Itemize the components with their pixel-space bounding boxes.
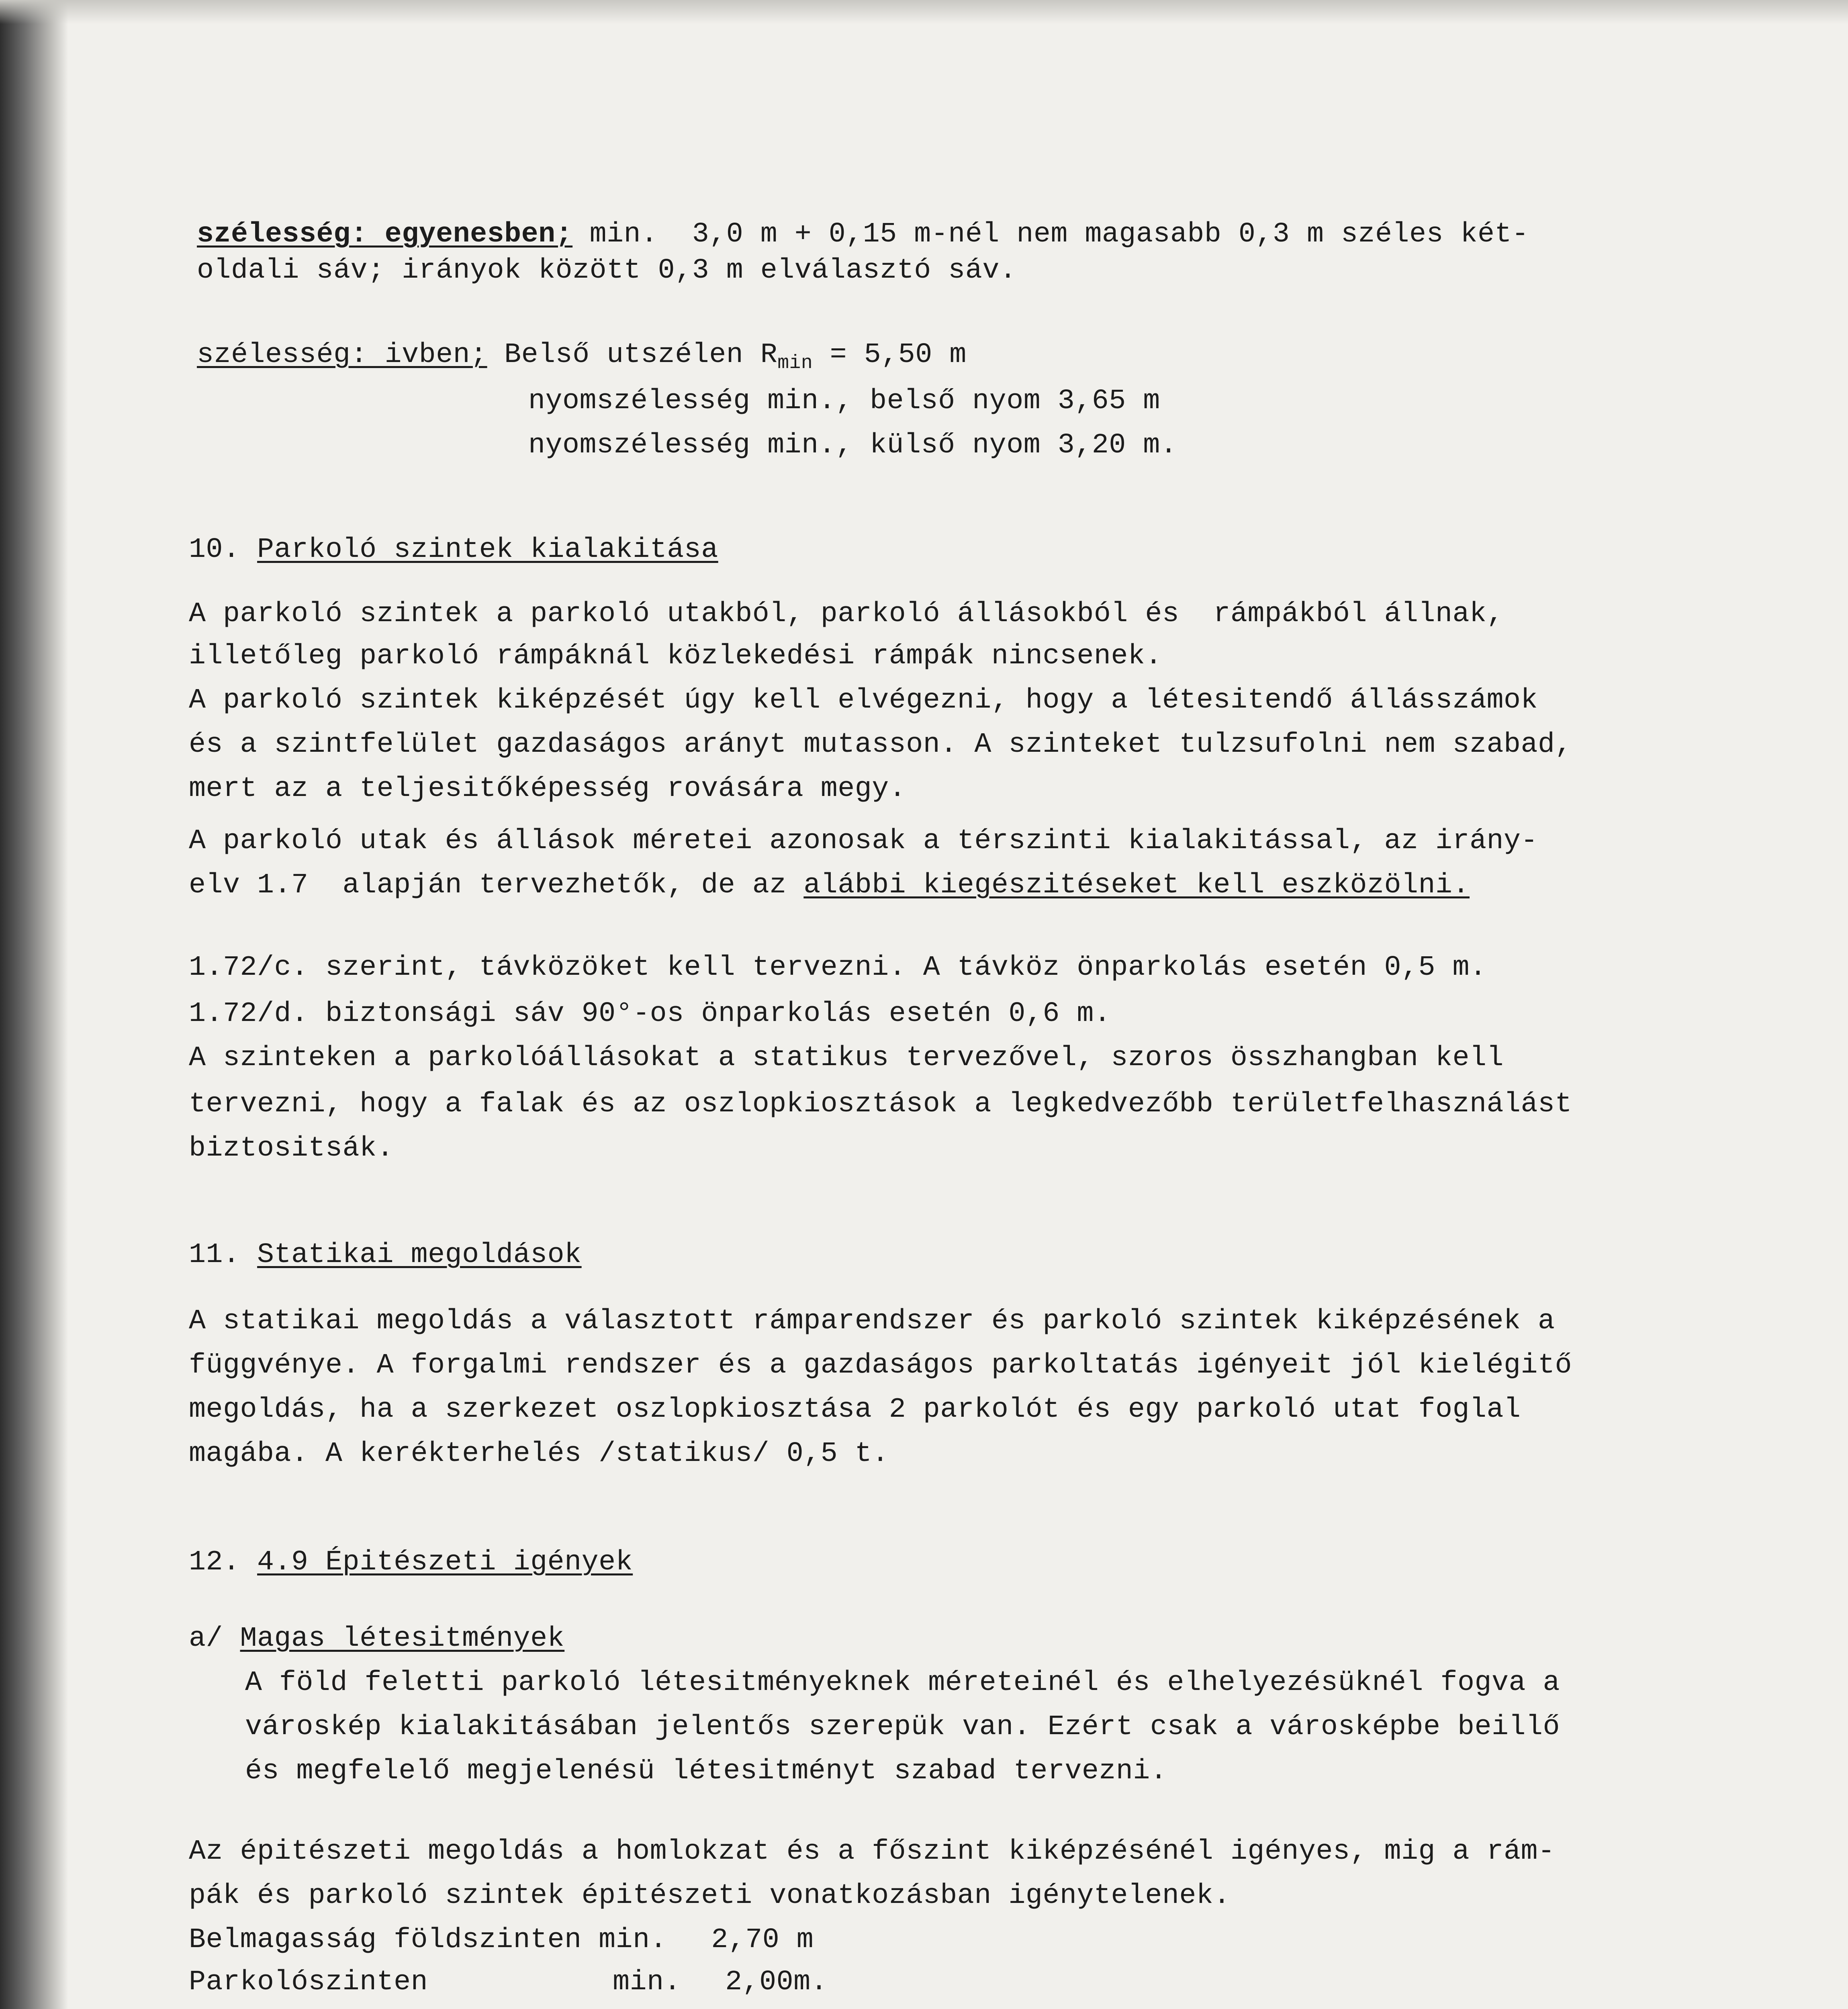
section-10-line: A parkoló szintek a parkoló utakból, parkoló állásokból és rámpákból állnak,	[189, 598, 1504, 630]
section-12-sub-line: A föld feletti parkoló létesitményeknek méreteinél és elhelyezésüknél fogva a	[245, 1667, 1560, 1699]
spec-curve-text-a: Belső utszélen R	[487, 339, 778, 371]
height-ground-value: 2,70 m	[711, 1924, 814, 1956]
section-10-line: mert az a teljesitőképesség rovására megy.	[189, 773, 906, 805]
section-11-number: 11.	[189, 1239, 258, 1271]
height-ground-label: Belmagasság földszinten min.	[189, 1924, 667, 1956]
section-10-number: 10.	[189, 534, 258, 566]
section-11-line: megoldás, ha a szerkezet oszlopkiosztása 2 parkolót és egy parkoló utat foglal	[189, 1394, 1521, 1426]
height-row-parking	[189, 1965, 828, 2000]
section-11-heading	[189, 1238, 582, 1273]
section-10-line: illetőleg parkoló rámpáknál közlekedési rámpák nincsenek.	[189, 640, 1162, 672]
section-11-title: Statikai megoldások	[257, 1239, 582, 1271]
section-12-subheading	[189, 1621, 564, 1657]
scan-shadow-top	[0, 0, 1848, 24]
section-10-line: biztositsák.	[189, 1133, 394, 1164]
section-10-line: és a szintfelület gazdaságos arányt mutasson. A szinteket tulzsufolni nem szabad,	[189, 729, 1572, 761]
section-12-heading	[189, 1545, 633, 1580]
section-10-line: 1.72/c. szerint, távközöket kell tervezni. A távköz önparkolás esetén 0,5 m.	[189, 952, 1487, 984]
section-10-heading	[189, 532, 718, 568]
section-12-paragraph-line: pák és parkoló szintek épitészeti vonatkozásban igénytelenek.	[189, 1880, 1231, 1912]
section-12-sub-prefix: a/	[189, 1623, 240, 1655]
section-10-line: tervezni, hogy a falak és az oszlopkiosztások a legkedvezőbb területfelhasználást	[189, 1088, 1572, 1120]
spec-curve-text-b: = 5,50 m	[813, 339, 967, 371]
section-12-sub-line: városkép kialakitásában jelentős szerepük van. Ezért csak a városképbe beillő	[245, 1711, 1560, 1743]
section-10-line: A parkoló utak és állások méretei azonosak a térszinti kialakitással, az irány-	[189, 825, 1538, 857]
spec-curve-label: szélesség: ivben;	[197, 339, 487, 371]
spec-curve-sub: min	[777, 352, 813, 374]
spec-straight-text: min. 3,0 m + 0,15 m-nél nem magasabb 0,3 m széles két-	[572, 219, 1529, 250]
height-row-ground	[189, 1923, 814, 1958]
spec-straight-line-1	[197, 217, 1529, 252]
section-11-line: magába. A kerékterhelés /statikus/ 0,5 t.	[189, 1438, 889, 1470]
spec-curve-line-1	[197, 338, 967, 381]
height-parking-value: 2,00m.	[725, 1966, 828, 1998]
spec-straight-line-2: oldali sáv; irányok között 0,3 m elválasztó sáv.	[197, 255, 1017, 286]
section-10-line: A szinteken a parkolóállásokat a statikus tervezővel, szoros összhangban kell	[189, 1042, 1504, 1074]
section-12-title: 4.9 Épitészeti igények	[257, 1547, 633, 1578]
section-10-last-text: elv 1.7 alapján tervezhetők, de az	[189, 869, 804, 901]
section-12-sub-title: Magas létesitmények	[240, 1623, 565, 1655]
section-12-number: 12.	[189, 1547, 258, 1578]
spec-curve-line-3: nyomszélesség min., külső nyom 3,20 m.	[528, 430, 1177, 461]
height-parking-min: min.	[613, 1966, 681, 1998]
section-10-line-last	[189, 868, 1470, 903]
height-parking-label: Parkolószinten	[189, 1966, 428, 1998]
spec-curve-line-2: nyomszélesség min., belső nyom 3,65 m	[528, 385, 1160, 417]
scan-shadow-edge	[0, 0, 68, 2009]
section-12-sub-line: és megfelelő megjelenésü létesitményt szabad tervezni.	[245, 1755, 1167, 1787]
spec-straight-label: szélesség: egyenesben;	[197, 219, 573, 250]
section-11-line: függvénye. A forgalmi rendszer és a gazdaságos parkoltatás igényeit jól kielégitő	[189, 1350, 1572, 1381]
section-10-title: Parkoló szintek kialakitása	[257, 534, 718, 566]
section-10-line: 1.72/d. biztonsági sáv 90°-os önparkolás esetén 0,6 m.	[189, 998, 1111, 1030]
section-11-line: A statikai megoldás a választott rámparendszer és parkoló szintek kiképzésének a	[189, 1305, 1555, 1337]
section-10-last-underlined: alábbi kiegészitéseket kell eszközölni.	[803, 869, 1470, 901]
section-10-line: A parkoló szintek kiképzését úgy kell elvégezni, hogy a létesitendő állásszámok	[189, 685, 1538, 716]
section-12-paragraph-line: Az épitészeti megoldás a homlokzat és a főszint kiképzésénél igényes, mig a rám-	[189, 1836, 1555, 1868]
